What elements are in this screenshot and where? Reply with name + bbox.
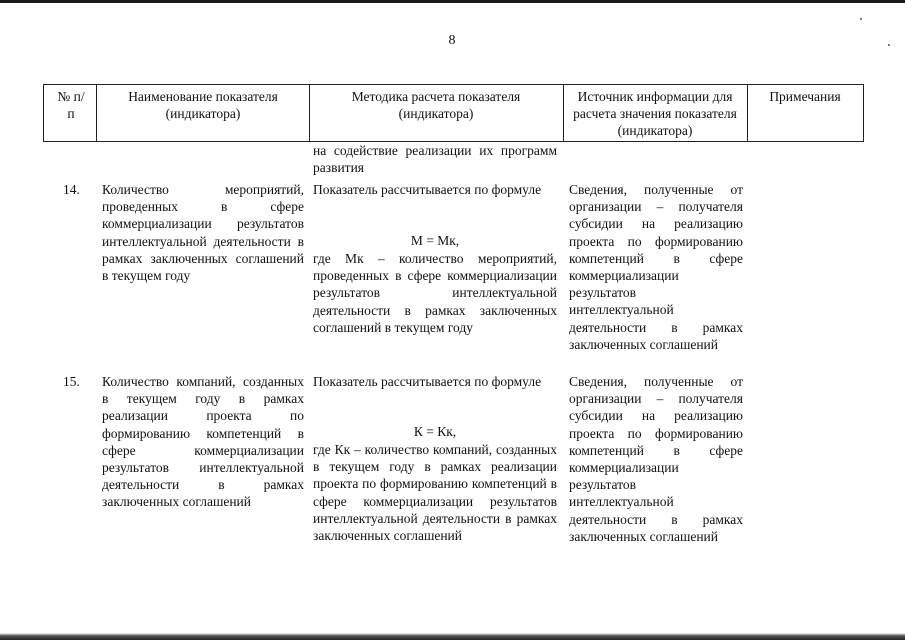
header-number: № п/п — [57, 89, 85, 121]
page-number: 8 — [448, 33, 456, 48]
header-information-source: Источник информации для расчета значения показателя (индикатора) — [573, 89, 737, 138]
method-detail: где Кк – количество компаний, созданных в текущем году в рамках реализации проекта по формированию компетенций в сфере коммерциализации результатов интеллектуальной деятельности в рамках заключенных соглашений — [313, 442, 557, 544]
method-intro: Показатель рассчитывается по формуле — [313, 374, 542, 389]
indicator-name: Количество мероприятий, проведенных в сфере коммерциализации результатов интеллектуальной деятельности в рамках заключенных соглашений в текущем году — [102, 182, 304, 284]
method-detail: где Мк – количество мероприятий, проведенных в сфере коммерциализации результатов интеллектуальной деятельности в рамках заключенных соглашений в текущем году — [313, 251, 557, 335]
header-notes: Примечания — [769, 89, 841, 104]
formula: К = Кк, — [413, 424, 457, 439]
table-header-divider — [96, 84, 97, 142]
scan-speck — [888, 44, 890, 46]
table-header-divider — [747, 84, 748, 142]
table-header-divider — [563, 84, 564, 142]
scan-bottom-border — [0, 633, 905, 640]
information-source: Сведения, полученные от организации – получателя субсидии на реализацию проекта по формированию компетенций в сфере коммерциализации результатов интеллектуальной деятельности в рамках заключенных соглашений — [569, 182, 743, 352]
row-number: 15. — [63, 374, 80, 389]
table-header-divider — [309, 84, 310, 142]
table-header-divider — [43, 84, 44, 142]
scan-speck — [860, 18, 862, 20]
header-calculation-method: Методика расчета показателя (индикатора) — [351, 89, 521, 121]
row-number: 14. — [63, 182, 80, 197]
information-source: Сведения, полученные от организации – получателя субсидии на реализацию проекта по формированию компетенций в сфере коммерциализации результатов интеллектуальной деятельности в рамках заключенных соглашений — [569, 374, 743, 544]
table-header-divider — [863, 84, 864, 142]
method-intro: Показатель рассчитывается по формуле — [313, 182, 542, 197]
header-indicator-name: Наименование показателя (индикатора) — [128, 89, 278, 121]
indicator-name: Количество компаний, созданных в текущем году в рамках реализации проекта по формированию компетенций в сфере коммерциализации результатов интеллектуальной деятельности в рамках заключенных соглашений — [102, 374, 304, 510]
formula: М = Мк, — [410, 233, 460, 248]
table-header-top-border — [43, 84, 864, 85]
method-continuation: на содействие реализации их программ развития — [313, 143, 557, 176]
scan-top-border — [0, 0, 905, 3]
